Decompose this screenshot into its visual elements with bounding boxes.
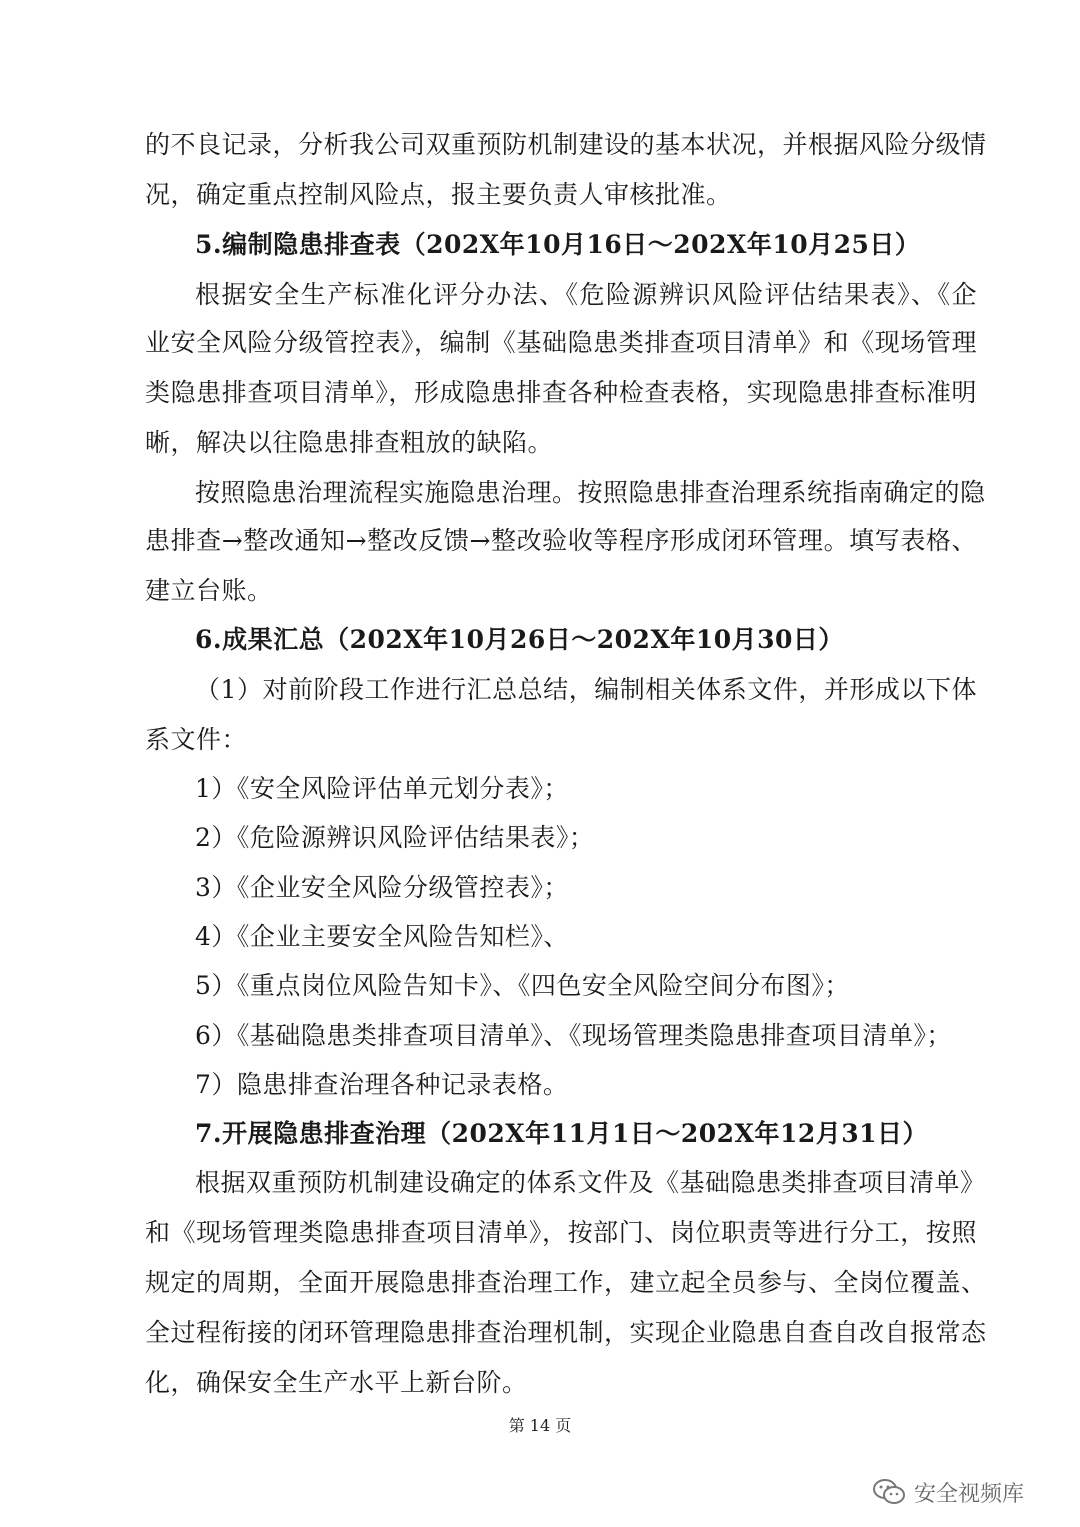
paragraph-line: 晰，解决以往隐患排查粗放的缺陷。 [145,428,554,457]
list-item: 7）隐患排查治理各种记录表格。 [195,1070,569,1099]
list-item: 5）《重点岗位风险告知卡》、《四色安全风险空间分布图》； [195,971,850,1000]
section-heading-5: 5.编制隐患排查表（202X年10月16日～202X年10月25日） [195,230,921,259]
paragraph-line: 系文件： [145,725,248,754]
paragraph-line: 根据安全生产标准化评分办法、《危险源辨识风险评估结果表》、《企 [195,280,977,309]
paragraph-line: 况，确定重点控制风险点，报主要负责人审核批准。 [145,180,732,209]
paragraph-line: 建立台账。 [145,576,273,605]
paragraph-line: 按照隐患治理流程实施隐患治理。按照隐患排查治理系统指南确定的隐 [195,478,986,507]
list-item: 3）《企业安全风险分级管控表》； [195,873,569,902]
paragraph-line: 规定的周期，全面开展隐患排查治理工作，建立起全员参与、全岗位覆盖、 [145,1268,987,1297]
list-item: 6）《基础隐患类排查项目清单》、《现场管理类隐患排查项目清单》； [195,1021,952,1050]
section-heading-7: 7.开展隐患排查治理（202X年11月1日～202X年12月31日） [195,1119,929,1148]
watermark [872,1472,1024,1512]
paragraph-line: 和《现场管理类隐患排查项目清单》，按部门、岗位职责等进行分工，按照 [145,1218,977,1247]
paragraph-line: （1）对前阶段工作进行汇总总结，编制相关体系文件，并形成以下体 [195,675,977,704]
paragraph-line: 全过程衔接的闭环管理隐患排查治理机制，实现企业隐患自查自改自报常态 [145,1318,987,1347]
list-item: 4）《企业主要安全风险告知栏》、 [195,922,569,951]
paragraph-line: 根据双重预防机制建设确定的体系文件及《基础隐患类排查项目清单》 [195,1168,986,1197]
page-number: 第 14 页 [508,1416,572,1435]
paragraph-line: 业安全风险分级管控表》，编制《基础隐患类排查项目清单》和《现场管理 [145,328,977,357]
paragraph-line: 的不良记录，分析我公司双重预防机制建设的基本状况，并根据风险分级情 [145,130,987,159]
paragraph-line: 化，确保安全生产水平上新台阶。 [145,1368,528,1397]
wechat-icon [872,1477,906,1507]
paragraph-line: 类隐患排查项目清单》，形成隐患排查各种检查表格，实现隐患排查标准明 [145,378,977,407]
list-item: 2）《危险源辨识风险评估结果表》； [195,823,595,852]
list-item: 1）《安全风险评估单元划分表》； [195,774,569,803]
paragraph-line: 患排查→整改通知→整改反馈→整改验收等程序形成闭环管理。填写表格、 [145,526,977,555]
section-heading-6: 6.成果汇总（202X年10月26日～202X年10月30日） [195,625,844,654]
watermark-text: 安全视频库 [914,1481,1025,1507]
